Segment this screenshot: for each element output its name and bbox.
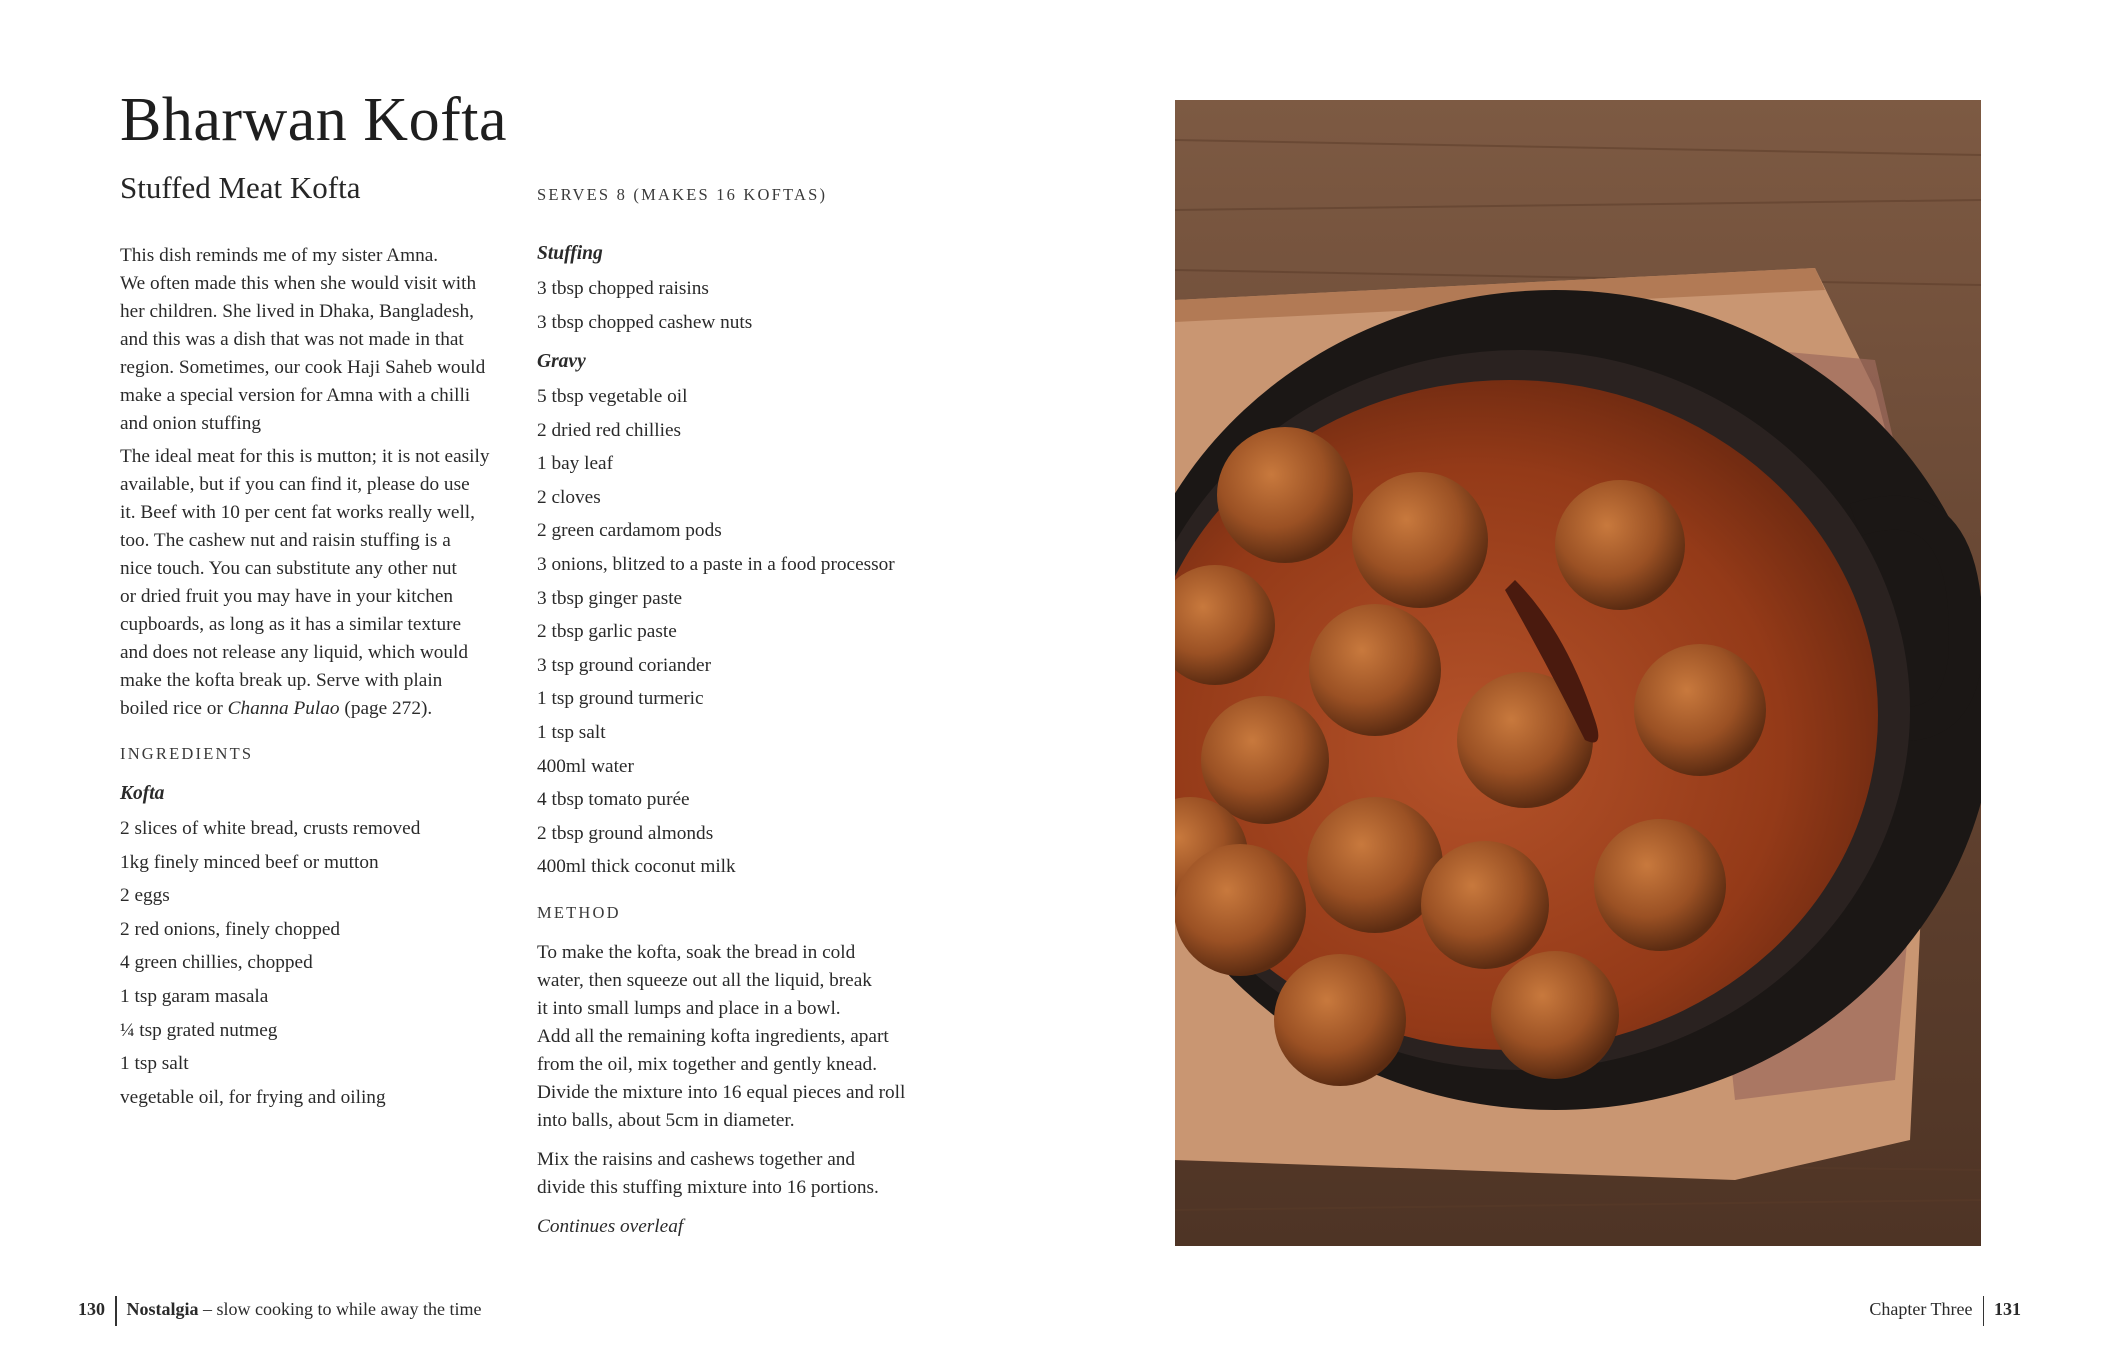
gravy-ingredient-list [537,380,895,884]
food-illustration [1175,100,1981,1246]
footer-divider [115,1296,117,1326]
section-name: Nostalgia [126,1299,199,1320]
list-item: 5 tbsp vegetable oil [537,386,688,407]
list-item: ¼ tsp grated nutmeg [120,1019,278,1041]
list-item: vegetable oil, for frying and oiling [120,1086,386,1108]
gravy-group-title: Gravy [537,351,586,372]
list-item: 2 tbsp ground almonds [537,822,714,844]
method-text [537,939,957,1252]
list-item: 3 tbsp chopped raisins [537,278,709,299]
method-step-2: Mix the raisins and cashews together and divide this stuffing mixture into 16 portions. [537,1149,879,1198]
list-item: 1 bay leaf [537,453,614,475]
list-item: 2 green cardamom pods [537,520,722,542]
intro-paragraph-2 [120,443,516,723]
list-item: 1kg finely minced beef or mutton [120,851,379,873]
list-item: 3 onions, blitzed to a paste in a food processor [537,553,895,575]
list-item: 2 red onions, finely chopped [120,918,341,940]
list-item: 3 tsp ground coriander [537,654,712,676]
list-item: 3 tbsp ginger paste [537,587,683,609]
footer-right [1869,1296,2021,1326]
list-item: 400ml thick coconut milk [537,856,736,878]
intro-p2-text: The ideal meat for this is mutton; it is not easily available, but if you can find it, please do use it. Beef with 10 per cent fat works really well, too. The cashew nut and raisin stuffing is a nice touch. You can substitute any other nut or dried fruit you may have in your kitchen cupboards, as long as it has a similar texture and does not release any liquid, which would make the kofta break up. Serve with plain boiled rice or [120,446,490,719]
continues-note: Continues overleaf [537,1216,684,1237]
intro-p2-end: (page 272). [339,698,433,719]
page-number-left: 130 [78,1299,105,1320]
list-item: 2 tbsp garlic paste [537,621,677,643]
section-subtitle: – slow cooking to while away the time [198,1299,482,1320]
footer-left [78,1296,481,1326]
kofta-ingredient-list [120,812,420,1114]
list-item: 1 tsp garam masala [120,985,269,1007]
list-item: 400ml water [537,755,634,777]
method-heading: METHOD [537,903,621,922]
intro-paragraph-1: This dish reminds me of my sister Amna. We often made this when she would visit with her children. She lived in Dhaka, Bangladesh, and this was a dish that was not made in that region. Sometimes, our cook Haji Saheb would make a special version for Amna with a chilli and onion stuffing [120,245,486,434]
chapter-name: Chapter Three [1869,1299,1973,1320]
pan-of-kofta-photo [1175,100,1981,1246]
method-step-1: To make the kofta, soak the bread in cold water, then squeeze out all the liquid, break it into small lumps and place in a bowl. Add all the remaining kofta ingredients, apart from the oil, mix together and gently knead. Divide the mixture into 16 equal pieces and roll into balls, about 5cm in diameter. [537,942,906,1131]
list-item: 2 eggs [120,885,170,907]
intro-text [120,242,516,728]
kofta-group-title: Kofta [120,783,165,804]
recipe-subtitle: Stuffed Meat Kofta [120,170,361,205]
stuffing-ingredient-list [537,272,752,339]
footer-divider [1983,1296,1985,1326]
list-item: 3 tbsp chopped cashew nuts [537,311,753,333]
list-item: 1 tsp ground turmeric [537,688,704,710]
list-item: 1 tsp salt [120,1053,189,1075]
stuffing-group-title: Stuffing [537,243,603,264]
serves-line: SERVES 8 (MAKES 16 KOFTAS) [537,185,828,204]
list-item: 4 tbsp tomato purée [537,789,690,811]
list-item: 1 tsp salt [537,721,606,743]
list-item: 2 slices of white bread, crusts removed [120,818,421,839]
ingredients-heading: INGREDIENTS [120,744,254,763]
list-item: 4 green chillies, chopped [120,952,313,974]
list-item: 2 cloves [537,486,601,508]
list-item: 2 dried red chillies [537,419,682,441]
page-number-right: 131 [1994,1299,2021,1320]
recipe-reference: Channa Pulao [227,698,340,719]
recipe-title: Bharwan Kofta [120,86,507,154]
